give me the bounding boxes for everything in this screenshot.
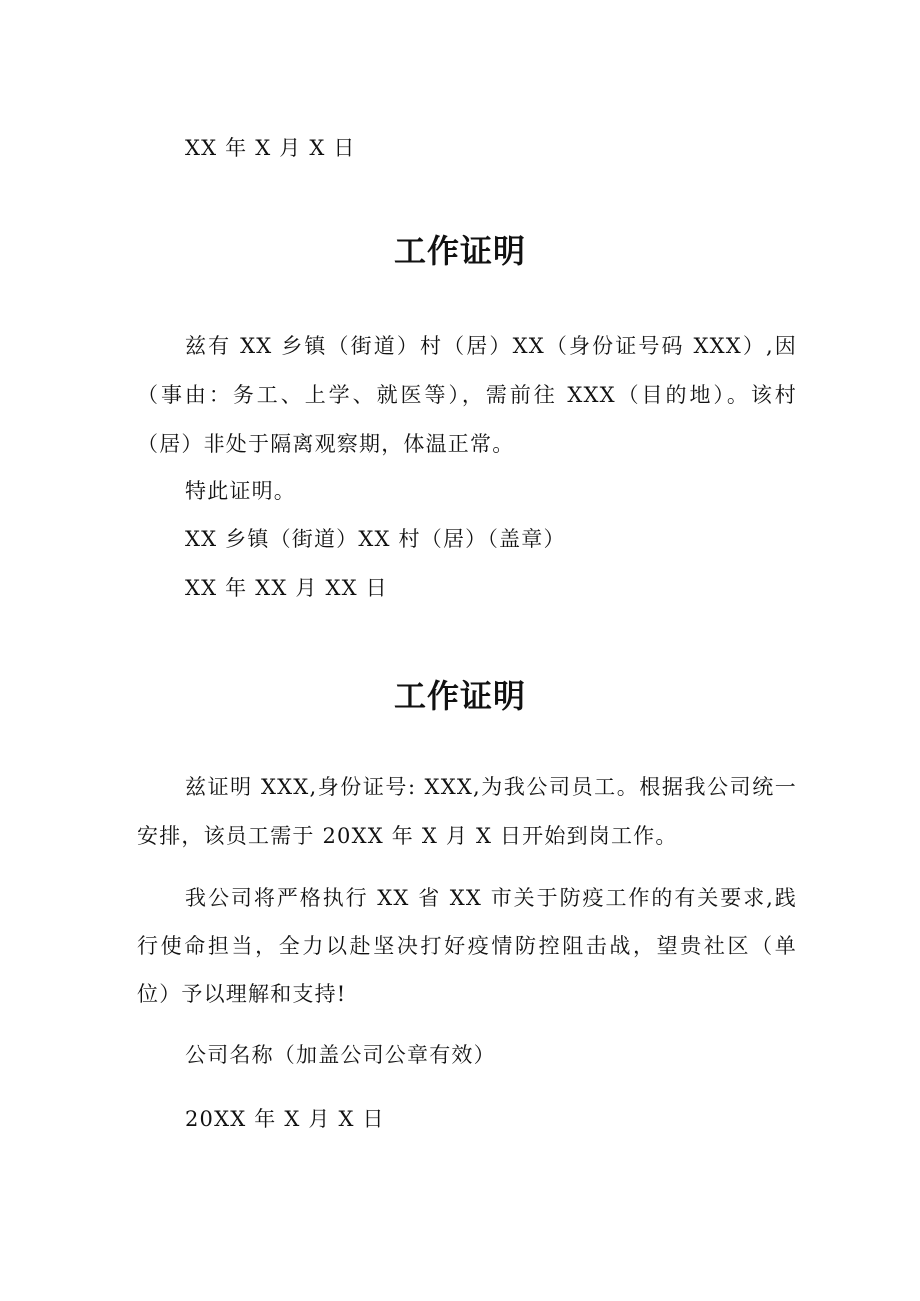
section1-date: XX 年 XX 月 XX 日 (185, 576, 388, 600)
section1-para-line-2: （事由：务工、上学、就医等），需前往 XXX（目的地）。该村 (137, 383, 797, 407)
section2-title: 工作证明 (393, 677, 526, 715)
section2-para2-line-2: 行使命担当，全力以赴坚决打好疫情防控阻击战，望贵社区（单 (137, 934, 797, 958)
section1-title: 工作证明 (393, 232, 526, 270)
section1-issuer: XX 乡镇（街道）XX 村（居）（盖章） (185, 527, 566, 551)
section2-company: 公司名称（加盖公司公章有效） (185, 1043, 496, 1067)
section1-closing: 特此证明。 (185, 479, 296, 503)
section2-date: 20XX 年 X 月 X 日 (185, 1107, 385, 1131)
section2-para1-line-1: 兹证明 XXX,身份证号: XXX,为我公司员工。根据我公司统一 (185, 775, 797, 799)
section2-para2-line-3: 位）予以理解和支持! (137, 982, 347, 1006)
section1-para-line-1: 兹有 XX 乡镇（街道）村（居）XX（身份证号码 XXX）,因 (185, 334, 797, 358)
section2-para1-line-2: 安排，该员工需于 20XX 年 X 月 X 日开始到岗工作。 (137, 824, 678, 848)
section2-para2-line-1: 我公司将严格执行 XX 省 XX 市关于防疫工作的有关要求,践 (185, 886, 797, 910)
section1-para-line-3: （居）非处于隔离观察期，体温正常。 (137, 432, 515, 456)
top-date: XX 年 X 月 X 日 (185, 136, 356, 160)
